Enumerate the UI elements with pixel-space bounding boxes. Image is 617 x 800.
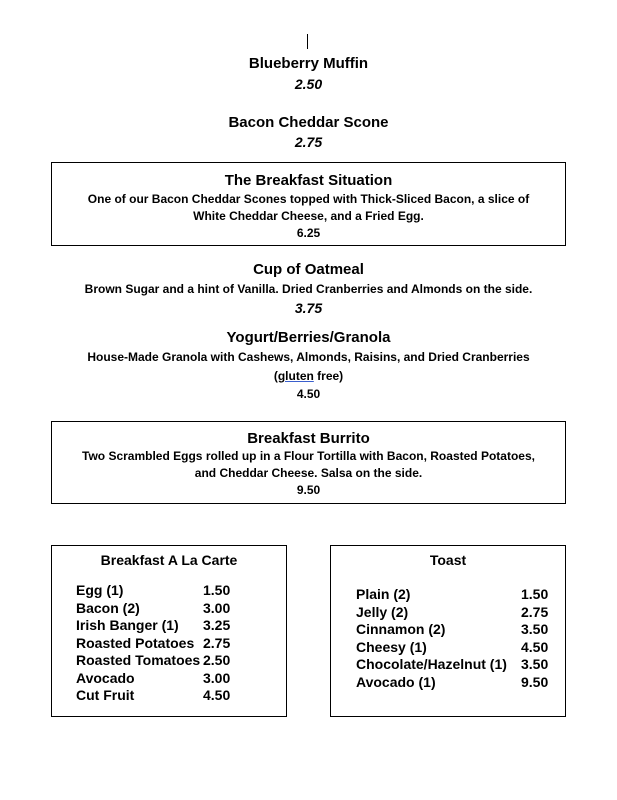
toast-title: Toast — [429, 552, 467, 568]
item-name: Plain (2) — [356, 586, 411, 602]
item-name: Avocado (1) — [356, 673, 436, 690]
gluten-spellcheck-word: gluten — [277, 369, 314, 383]
list-row — [52, 617, 286, 634]
situation-desc-line2: White Cheddar Cheese, and a Fried Egg. — [193, 209, 424, 223]
item-price: 4.50 — [521, 638, 549, 655]
burrito-desc-line2: and Cheddar Cheese. Salsa on the side. — [194, 466, 423, 480]
burrito-desc-line1: Two Scrambled Eggs rolled up in a Flour Tortilla with Bacon, Roasted Potatoes, — [82, 449, 535, 463]
item-name: Chocolate/Hazelnut (1) — [356, 656, 507, 672]
yogurt-desc-line2 — [0, 368, 617, 385]
scone-price: 2.75 — [294, 134, 323, 150]
yogurt-desc-rest: free) — [313, 369, 344, 383]
item-name: Bacon (2) — [76, 599, 140, 616]
list-row — [52, 652, 286, 669]
item-price: 2.75 — [203, 634, 231, 651]
list-row — [331, 604, 565, 621]
text-cursor — [307, 34, 308, 49]
item-price: 3.50 — [521, 621, 549, 637]
item-price: 2.75 — [521, 603, 549, 620]
item-name: Cut Fruit — [76, 687, 135, 703]
list-row — [52, 670, 286, 687]
item-name: Irish Banger (1) — [76, 617, 179, 633]
list-row — [331, 586, 565, 603]
situation-title: The Breakfast Situation — [224, 172, 393, 189]
item-name: Egg (1) — [76, 582, 124, 598]
list-row — [331, 621, 565, 638]
burrito-price: 9.50 — [296, 483, 321, 497]
item-price: 4.50 — [203, 687, 231, 703]
list-row — [52, 687, 286, 704]
list-row — [331, 656, 565, 673]
item-price: 3.50 — [521, 656, 549, 672]
list-row — [52, 582, 286, 599]
muffin-price: 2.50 — [294, 76, 323, 92]
muffin-title: Blueberry Muffin — [248, 55, 369, 72]
item-name: Cinnamon (2) — [356, 621, 446, 637]
item-price: 1.50 — [203, 582, 231, 598]
oatmeal-title: Cup of Oatmeal — [253, 261, 364, 278]
toast-box — [330, 545, 566, 717]
yogurt-paren-open: ( — [273, 369, 278, 383]
item-name: Roasted Tomatoes — [76, 652, 201, 668]
oatmeal-desc: Brown Sugar and a hint of Vanilla. Dried Cranberries and Almonds on the side. — [84, 282, 533, 296]
item-name: Cheesy (1) — [356, 638, 427, 655]
item-name: Roasted Potatoes — [76, 634, 195, 651]
situation-price: 6.25 — [296, 226, 321, 240]
breakfast-burrito-box — [51, 421, 566, 504]
alacarte-title: Breakfast A La Carte — [100, 552, 238, 568]
list-row — [331, 639, 565, 656]
list-row — [52, 635, 286, 652]
item-price: 3.00 — [203, 599, 231, 616]
burrito-title: Breakfast Burrito — [247, 430, 370, 447]
yogurt-price: 4.50 — [296, 387, 321, 401]
oatmeal-price: 3.75 — [294, 300, 323, 316]
alacarte-box — [51, 545, 287, 717]
item-name: Jelly (2) — [356, 603, 409, 620]
scone-title: Bacon Cheddar Scone — [228, 114, 389, 131]
yogurt-title: Yogurt/Berries/Granola — [226, 329, 391, 346]
breakfast-situation-box — [51, 162, 566, 246]
item-price: 1.50 — [521, 586, 549, 602]
item-price: 3.00 — [203, 669, 231, 686]
item-name: Avocado — [76, 669, 135, 686]
yogurt-desc-line1: House-Made Granola with Cashews, Almonds, Raisins, and Dried Cranberries — [87, 350, 530, 364]
list-row — [331, 674, 565, 691]
item-price: 9.50 — [521, 673, 549, 690]
situation-desc-line1: One of our Bacon Cheddar Scones topped with Thick-Sliced Bacon, a slice of — [87, 192, 530, 206]
item-price: 3.25 — [203, 617, 231, 633]
item-price: 2.50 — [203, 652, 231, 668]
list-row — [52, 600, 286, 617]
